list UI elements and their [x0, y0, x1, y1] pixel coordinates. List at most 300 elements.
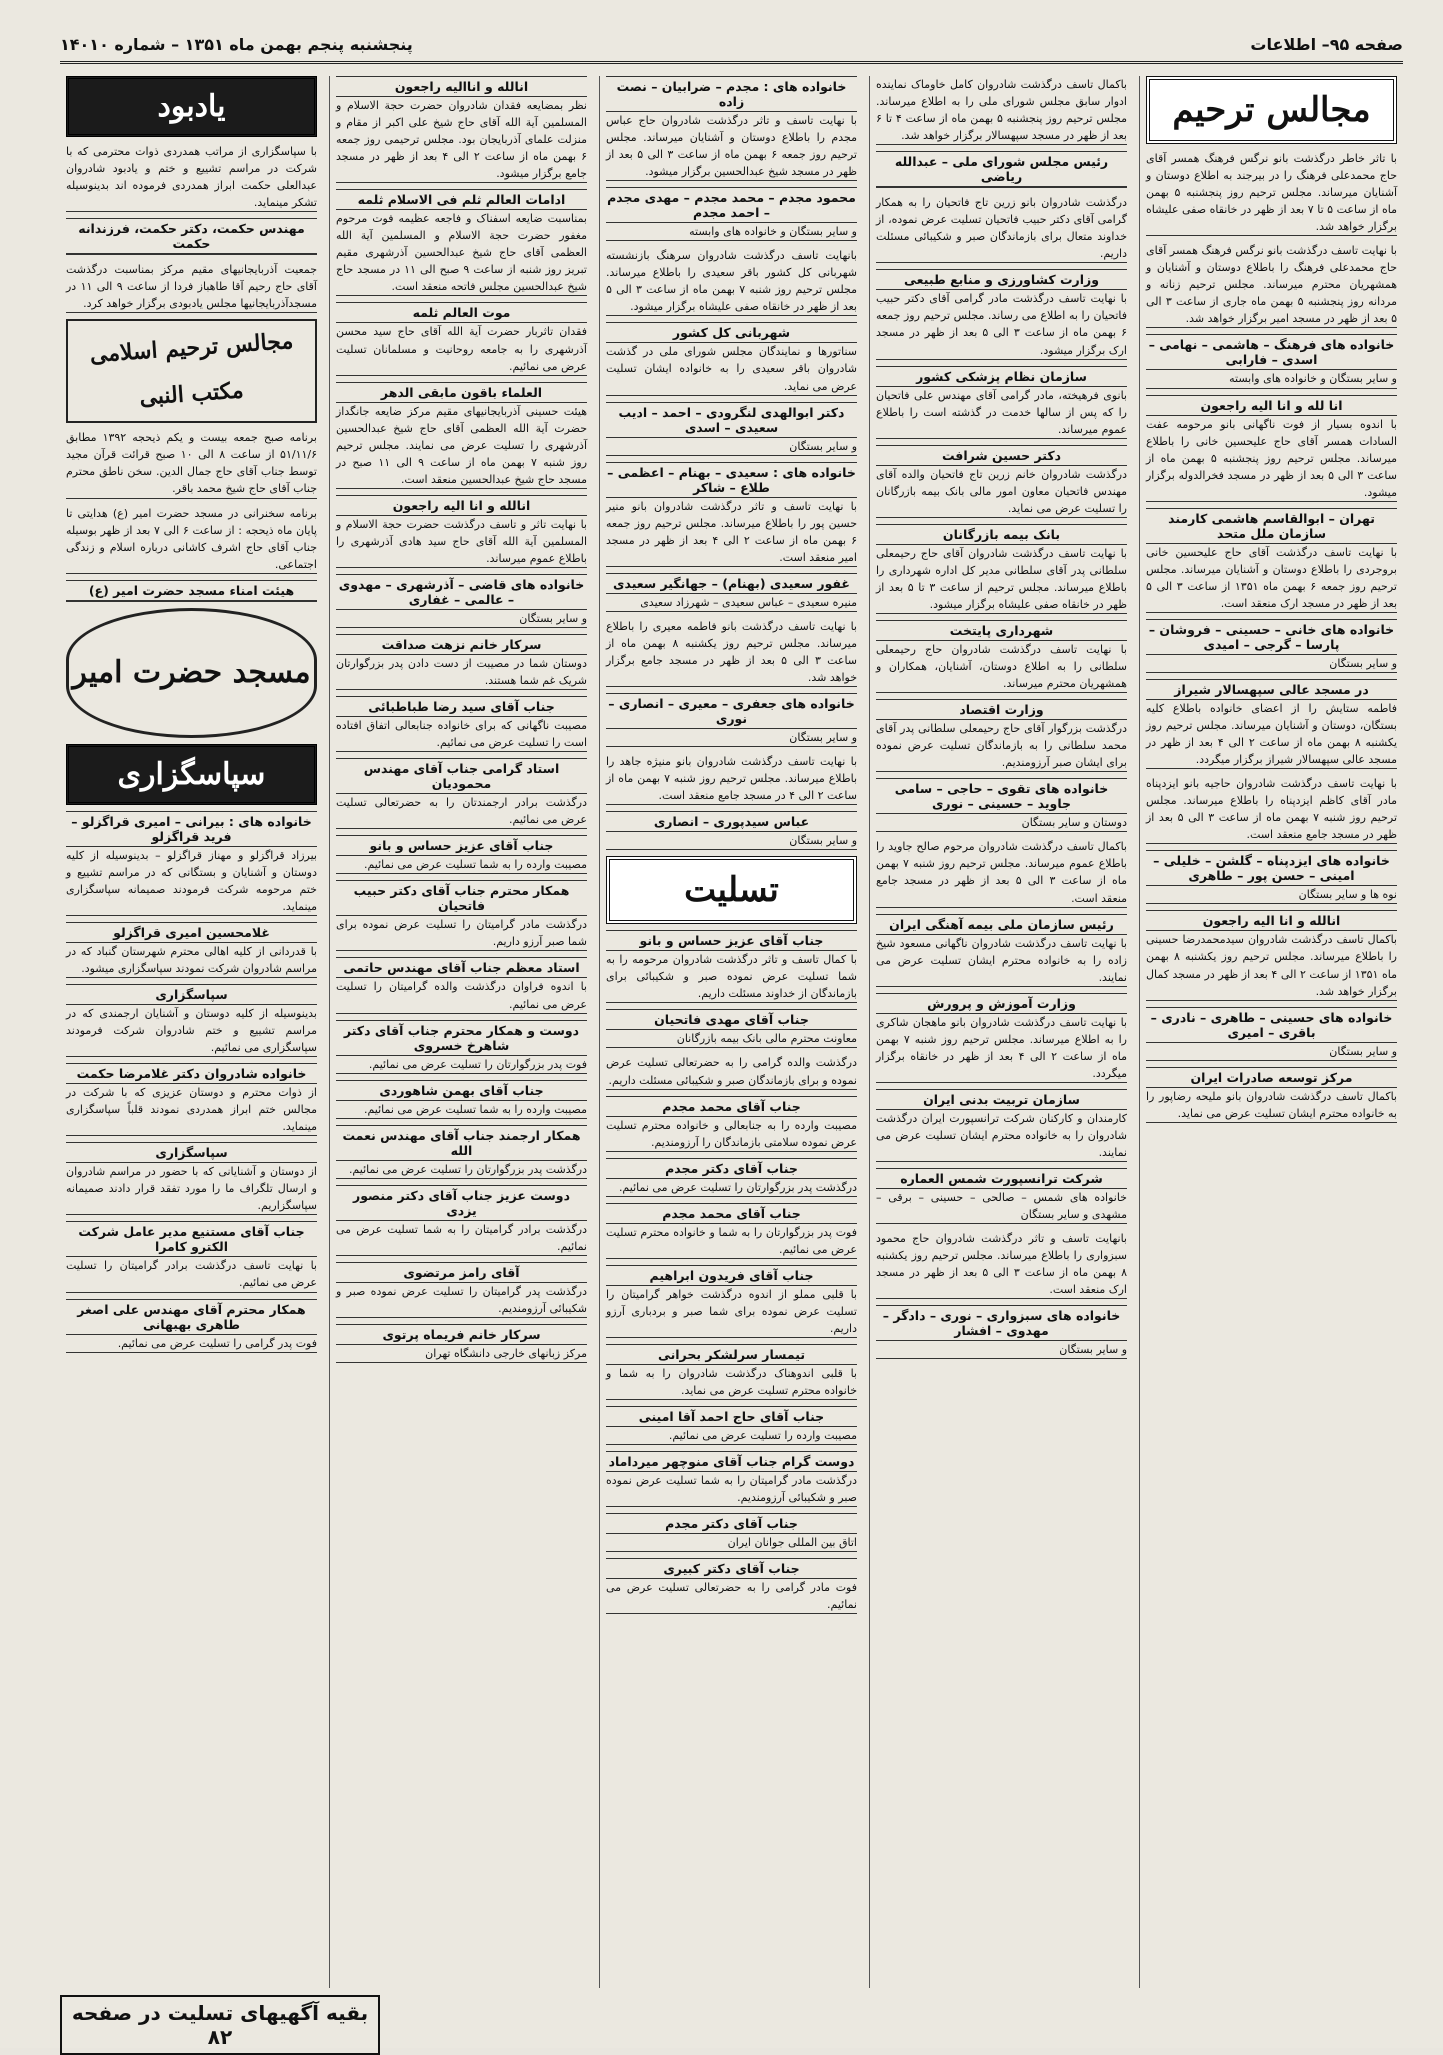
divider — [606, 849, 857, 850]
notice-text: با سپاسگزاری از مراتب همدردی ذوات محترمی که با شرکت در مراسم تشییع و ختم و یادبود شادروان عبدالعلی حکمت ابراز همدردی فرموده اند بدینوسیله تشکر مینماید. — [66, 145, 317, 210]
notice — [336, 302, 587, 375]
divider — [66, 1352, 317, 1353]
notice — [606, 247, 857, 316]
notice — [876, 1168, 1127, 1224]
notice-text: مصیبت وارده را تسلیت عرض می نمائیم. — [668, 1429, 857, 1443]
notice-text: باکمال تاسف درگذشت شادروان کامل خاوماک نماینده ادوار سابق مجلس شورای ملی را به اطلاع میرساند. مجلس ترحیم روز پنجشنبه ۵ بهمن ماه از ساعت ۴ تا ۶ بعد از ظهر در مسجد سپهسالار برگزار خواهد شد. — [876, 78, 1128, 143]
divider — [1146, 388, 1397, 389]
notice — [876, 914, 1127, 987]
notice-text: درگذشت والده گرامی را به حضرتعالی تسلیت عرض نموده و برای بازماندگان صبر و شکیبائی مسئلت داریم. — [606, 1056, 857, 1087]
divider — [606, 1337, 857, 1338]
notice-title: استاد گرامی جناب آقای مهندس محمودیان — [336, 758, 587, 794]
column-1-items — [1146, 150, 1397, 1123]
column-3b-items — [606, 930, 857, 1614]
divider — [606, 1399, 857, 1400]
notice — [336, 495, 587, 568]
banner-yadbood: یادبود — [66, 76, 317, 137]
divider — [336, 375, 587, 376]
divider — [876, 1082, 1127, 1083]
notice-title: انا لله و انا الیه راجعون — [1146, 395, 1397, 416]
notice — [606, 811, 857, 850]
notice — [876, 151, 1127, 188]
notice-text: بمناسبت ضایعه اسفناک و فاجعه عظیمه فوت مرحوم مغفور حضرت حجة الاسلام و المسلمین آیة الله العظمی آقای حاج شیخ عبدالحسین آذرشهری مقیم تبریز روز شنبه از ساعت ۹ صبح الی ۱۱ در مسجد حاج شیخ عبدالحسین مجلس فاتحه منعقد است. — [336, 212, 587, 294]
notice — [876, 524, 1127, 614]
notice — [606, 462, 857, 567]
notice — [876, 366, 1127, 439]
notice — [1146, 910, 1397, 1000]
notice — [336, 1262, 587, 1318]
notice — [876, 194, 1127, 263]
notice-title: تهران – ابوالقاسم هاشمی کارمند سازمان ملل متحد — [1146, 508, 1397, 544]
notice — [876, 620, 1127, 693]
notice-text: و سایر بستگان — [1329, 656, 1397, 670]
divider — [606, 1506, 857, 1507]
notice — [66, 1299, 317, 1353]
notice — [606, 1265, 857, 1338]
notice-text: با نهایت تاسف و تاثر درگذشت شادروان حاج عباس مجدم را باطلاع دوستان و آشنایان میرساند. مجلس ترحیم روز جمعه ۶ بهمن ماه از ساعت ۳ الی ۵ بعد از ظهر در مسجد شیخ عبدالحسین برگزار میشود. — [606, 114, 857, 179]
divider — [336, 1178, 587, 1179]
divider — [606, 315, 857, 316]
notice-text: فاطمه ستایش را از اعضای خانواده باطلاع کلیه بستگان، دوستان و آشنایان میرساند. مجلس ترحیم روز یکشنبه ۸ بهمن ماه از ساعت ۲ الی ۴ بعد از ظهر در مسجد عالی سپهسالار شیراز برگزار میگردد. — [1146, 701, 1398, 767]
notice-title: خانواده های قاضی – آذرشهری – مهدوی – عالمی – غفاری — [336, 574, 587, 610]
notice-title: هیئت امناء مسجد حضرت امیر (ع) — [66, 580, 317, 601]
column-5b-items — [66, 429, 317, 601]
notice-text: با نهایت تاسف درگذشت شادروان حاجیه بانو ایزدپناه مادر آقای کاظم ایزدپناه را باطلاع میرساند. مجلس ترحیم روز شنبه ۷ بهمن ماه از ساعت ۳ الی ۵ بعد از ظهر در مسجد جامع منعقد است. — [1146, 777, 1398, 842]
notice-text: باکمال تاسف درگذشت شادروان مرحوم صالح جاوید را باطلاع عموم میرساند. مجلس ترحیم روز شنبه ۷ بهمن ماه از ساعت ۳ الی ۵ بعد از ظهر در مسجد جامع منعقد است. — [876, 840, 1127, 905]
notice — [606, 1406, 857, 1445]
divider — [66, 1135, 317, 1136]
notice — [876, 445, 1127, 518]
notice-title: آقای رامز مرتضوی — [336, 1262, 587, 1283]
notice-text: درگذشت پدر بزرگوارتان را تسلیت عرض می نمائیم. — [348, 1162, 587, 1176]
notice-title: خانواده های فرهنگ – هاشمی – نهامی – اسدی – فارابی — [1146, 334, 1397, 370]
notice-text: درگذشت شادروان بانو زرین تاج فاتحیان را به همکار گرامی آقای دکتر حبیب فاتحیان تسلیت عرض نموده، از خداوند متعال برای بازماندگان صبر و شکیبائی مسئلت داریم. — [876, 196, 1127, 261]
notice-title: انالله و انا الیه راجعون — [1146, 910, 1397, 931]
notice — [66, 1221, 317, 1292]
notice-text: و سایر بستگان — [789, 731, 857, 745]
notice-title: جناب آقای سید رضا طباطبائی — [336, 696, 587, 717]
divider — [336, 1073, 587, 1074]
notice-title: دوست و همکار محترم جناب آقای دکتر شاهرخ خسروی — [336, 1020, 587, 1056]
notice-text: و سایر بستگان — [789, 834, 857, 848]
notice — [606, 693, 857, 747]
notice — [876, 269, 1127, 359]
notice-title: وزارت آموزش و پرورش — [876, 993, 1127, 1014]
notice-title: سرکار خانم نزهت صداقت — [336, 634, 587, 655]
notice-text: خانواده های شمس – صالحی – حسینی – برقی – مشهدی و سایر بستگان — [876, 1191, 1127, 1222]
tarhim-islami-calligraphy: مجالس ترحیم اسلامی — [88, 328, 295, 369]
notice-title: ادامات العالم ثلم فی الاسلام ثلمه — [336, 189, 587, 210]
notice-text: فوت پدر بزرگوارتان را تسلیت عرض می نمائیم. — [368, 1057, 587, 1071]
notice-title: خانواده های سبزواری – نوری – دادگر – مهدوی – افشار — [876, 1305, 1127, 1341]
notice-title: خانواده های حسینی – طاهری – نادری – باقری – امیری — [1146, 1007, 1397, 1043]
notice-text: با اندوه فراوان درگذشت والده گرامیتان را تسلیت عرض می نمائیم. — [336, 980, 587, 1011]
divider — [66, 312, 317, 313]
notice-text: با نهایت تاسف درگذشت بانو نرگس فرهنگ همسر آقای حاج محمدعلی فرهنگ را باطلاع دوستان و آشنایان و همشهریان محترم میرساند. مجلس ترحیم زنانه و مردانه روز پنجشنبه ۵ بهمن ماه جاری از ساعت ۳ الی ۵ بعد از ظهر در مسجد امیر برگزار خواهد شد. — [1146, 244, 1397, 326]
notice-title: وزارت کشاورزی و منابع طبیعی — [876, 269, 1127, 290]
notice-title: خانواده های جعفری – معیری – انصاری – نوری — [606, 693, 857, 729]
notice-title: جناب آقای عزیز حساس و بانو — [336, 835, 587, 856]
notice-title: جناب آقای عزیز حساس و بانو — [606, 930, 857, 951]
notice — [1146, 508, 1397, 613]
column-5 — [60, 76, 323, 1988]
notice — [66, 580, 317, 602]
divider — [606, 1551, 857, 1552]
notice-title: دوست گرام جناب آقای منوچهر میرداماد — [606, 1451, 857, 1472]
notice-text: از ذوات محترم و دوستان عزیزی که با شرکت در مجالس ختم ابراز همدردی نمودند قلباً سپاسگزاری مینماید. — [66, 1086, 317, 1134]
notice-text: درگذشت پدر گرامیتان را تسلیت عرض نموده صبر و شکیبائی آرزومندیم. — [336, 1284, 587, 1315]
notice-title: سپاسگزاری — [66, 984, 317, 1005]
notice — [336, 1125, 587, 1179]
notice-text: باکمال تاسف درگذشت شادروان سیدمحمدرضا حسینی را باطلاع میرساند. مجلس ترحیم روز یکشنبه ۸ بهمن ماه ۱۳۵۱ از ساعت ۲ الی ۴ بعد از ظهر در مسجد کمال برگزار خواهد شد. — [1146, 933, 1397, 998]
column-2-items — [876, 76, 1127, 1359]
divider — [606, 240, 857, 241]
notice — [876, 1230, 1127, 1299]
notice — [336, 1080, 587, 1119]
notice-title: انالله و انا الیه راجعون — [336, 495, 587, 516]
notice — [876, 778, 1127, 832]
notice-text: و سایر بستگان — [789, 439, 857, 453]
notice-text: فوت پدر بزرگوارتان را به شما و خانواده محترم تسلیت عرض می نمائیم. — [606, 1225, 857, 1256]
notice-text: برنامه سخنرانی در مسجد حضرت امیر (ع) هدایتی تا پایان ماه ذیحجه : از ساعت ۶ الی ۷ بعد از ظهر بوسیله جناب آقای حاج اشرف کاشانی درباره اسلام و زندگی اجتماعی. — [66, 506, 317, 571]
column-2 — [869, 76, 1133, 1988]
notice — [66, 1142, 317, 1215]
notice — [66, 505, 317, 574]
notice — [606, 1009, 857, 1048]
divider — [66, 498, 317, 499]
notice — [876, 76, 1127, 145]
divider — [1146, 768, 1397, 769]
divider — [1146, 612, 1397, 613]
divider — [1146, 327, 1397, 328]
notice-text: فوت پدر گرامی را تسلیت عرض می نمائیم. — [117, 1336, 317, 1350]
divider — [1146, 1000, 1397, 1001]
column-1 — [1139, 76, 1403, 1988]
column-3 — [599, 76, 863, 1988]
divider — [336, 627, 587, 628]
divider — [606, 1258, 857, 1259]
divider — [66, 1214, 317, 1215]
notice — [606, 753, 857, 805]
notice-text: درگذشت برادر گرامیتان را به شما تسلیت عرض می نمائیم. — [336, 1222, 587, 1253]
divider — [66, 915, 317, 916]
divider — [606, 746, 857, 747]
notice-text: مصیبت وارده را به جنابعالی و خانواده محترم تسلیت عرض نموده سلامتی بازماندگان را آرزومندیم. — [606, 1118, 857, 1149]
notice — [876, 993, 1127, 1083]
notice-title: خانواده های خانی – حسینی – فروشان – پارسا – گرجی – امیدی — [1146, 619, 1397, 655]
divider — [606, 566, 857, 567]
divider — [606, 686, 857, 687]
notice — [336, 835, 587, 874]
notice — [66, 218, 317, 255]
notice-title: جناب آقای مستنیع مدیر عامل شرکت الکترو کامرا — [66, 1221, 317, 1257]
notice-title: رئیس مجلس شورای ملی – عبدالله ریاضی — [876, 151, 1127, 187]
notice — [1146, 242, 1397, 328]
banner-taslit: تسلیت — [606, 856, 857, 924]
column-4 — [329, 76, 593, 1988]
divider — [876, 692, 1127, 693]
notice-text: مرکز زبانهای خارجی دانشگاه تهران — [425, 1346, 587, 1360]
divider — [876, 187, 1127, 188]
notice — [66, 261, 317, 313]
notice — [66, 984, 317, 1057]
divider — [876, 517, 1127, 518]
notice-text: مصیبت ناگهانی که برای خانواده جنابعالی اتفاق افتاده است را تسلیت عرض می نمائیم. — [336, 719, 587, 750]
column-5c-items — [66, 811, 317, 1353]
notice-text: بانوی فرهیخته، مادر گرامی آقای مهندس علی فاتحیان را که پس از سالها خدمت در گذشته است را باطلاع عموم میرساند. — [876, 388, 1127, 436]
notice-text: مصیبت وارده را به شما تسلیت عرض می نمائیم. — [363, 858, 587, 872]
divider — [336, 1013, 587, 1014]
divider — [336, 567, 587, 568]
notice-title: عباس سیدپوری – انصاری — [606, 811, 857, 832]
notice-title: مهندس حکمت، دکتر حکمت، فرزندانه حکمت — [66, 218, 317, 254]
notice — [336, 696, 587, 752]
notice — [1146, 1007, 1397, 1061]
banner-majales: مجالس ترحیم — [1146, 76, 1397, 144]
notice-text: درگذشت پدر بزرگوارتان را تسلیت عرض می نمائیم. — [618, 1180, 857, 1194]
divider — [336, 1118, 587, 1119]
notice-title: جناب آقای دکتر کبیری — [606, 1558, 857, 1579]
divider — [876, 1161, 1127, 1162]
divider — [606, 1047, 857, 1048]
page-header — [60, 28, 1403, 64]
divider — [66, 211, 317, 212]
notice-text: باکمال تاسف درگذشت شادروان بانو ملیحه رضاپور را به خانواده محترم ایشان تسلیت عرض می نماید. — [1146, 1089, 1397, 1120]
banner-sepas: سپاسگزاری — [66, 744, 317, 805]
notice-text: درگذشت برادر ارجمندتان را به حضرتعالی تسلیت عرض می نمائیم. — [336, 796, 587, 827]
notice-text: درگذشت مادر گرامیتان را تسلیت عرض نموده برای شما صبر آرزو داریم. — [336, 918, 587, 949]
notice-text: و سایر بستگان — [1329, 1044, 1397, 1058]
notice — [66, 922, 317, 978]
notice-title: شهربانی کل کشور — [606, 322, 857, 343]
notice-text: با کمال تاسف و تاثر درگذشت شادروان مرحومه را به شما تسلیت عرض نموده صبر و شکیبائی برای بازماندگان از خداوند مسئلت داریم. — [606, 953, 857, 1001]
divider — [876, 986, 1127, 987]
notice — [1146, 150, 1397, 236]
notice — [336, 1185, 587, 1256]
notice-title: سرکار خانم فریماه پرتوی — [336, 1324, 587, 1345]
notice-text: با نهایت تاسف درگذشت مادر گرامی آقای دکتر حبیب فاتحیان را به اطلاع می رساند. مجلس ترحیم روز جمعه ۶ بهمن ماه از ساعت ۳ الی ۵ بعد از ظهر در مسجد ارک برگزار میشود. — [876, 292, 1127, 357]
divider — [336, 295, 587, 296]
notice-text: برنامه صبح جمعه بیست و یکم ذیحجه ۱۳۹۲ مطابق ۵۱/۱۱/۶ از ساعت ۸ الی ۱۰ صبح قرائت قرآن مجید توسط جناب آقای حاج جمال الدین. سخن ناطق محترم جناب آقای حاج شیخ محمد باقر. — [66, 431, 317, 496]
notice — [606, 1096, 857, 1152]
notice-text: سناتورها و نمایندگان مجلس شورای ملی در گذشت شادروان باقر سعیدی را به خانواده ایشان تسلیت عرض می نماید. — [606, 345, 857, 393]
divider — [606, 395, 857, 396]
divider — [66, 601, 317, 602]
notice — [336, 189, 587, 296]
notice-text: بیرزاد قراگزلو و مهناز قراگزلو – بدینوسیله از کلیه دوستان و آشنایان و بستگانی که در مراسم تشییع و ختم مرحومه شرکت فرمودند صمیمانه سپاسگزاری مینماید. — [66, 848, 317, 913]
divider — [1146, 843, 1397, 844]
notice — [606, 1054, 857, 1089]
divider — [336, 488, 587, 489]
notice — [1146, 679, 1397, 769]
notice — [1146, 850, 1397, 904]
notice-title: جناب آقای دکتر مجدم — [606, 1513, 857, 1534]
notice-text: با اندوه بسیار از فوت ناگهانی بانو مرحومه عفت السادات همسر آقای حاج علیحسین خانی را باطلاع میرساند. مجلس ترحیم روز پنجشنبه ۵ بهمن ماه از ساعت ۳ الی ۵ بعد از ظهر در مسجد فخرالدوله برگزار میشود. — [1146, 417, 1397, 499]
notice — [336, 76, 587, 183]
notice-title: خانواده شادروان دکتر غلامرضا حکمت — [66, 1063, 317, 1084]
notice — [336, 1324, 587, 1363]
notice-text: با نهایت تاسف درگذشت شادروان آقای حاج رحیمعلی سلطانی پدر آقای سلطانی مدیر کل اداره شهرداری را باطلاع میرساند. مجلس ترحیم از ساعت ۳ تا ۵ بعد از ظهر در خانقاه صفی علیشاه برگزار میشود. — [876, 546, 1127, 611]
divider — [336, 1255, 587, 1256]
notice — [606, 187, 857, 241]
notice-text: فوت مادر گرامی را به حضرتعالی تسلیت عرض می نمائیم. — [606, 1581, 857, 1612]
divider — [1146, 1060, 1397, 1061]
notice-text: فقدان تاثربار حضرت آیة الله آقای حاج سید محسن آذرشهری را به جامعه روحانیت و مسلمانان تسلیت عرض می نمائیم. — [336, 325, 587, 373]
notice-title: جناب آقای دکتر مجدم — [606, 1158, 857, 1179]
column-4-items — [336, 76, 587, 1363]
notice-title: همکار ارجمند جناب آقای مهندس نعمت الله — [336, 1125, 587, 1161]
notice-title: سازمان تربیت بدنی ایران — [876, 1089, 1127, 1110]
divider — [336, 950, 587, 951]
notice — [876, 1089, 1127, 1162]
notice-title: رئیس سازمان ملی بیمه آهنگی ایران — [876, 914, 1127, 935]
notice-title: سپاسگزاری — [66, 1142, 317, 1163]
notice-title: موت العالم ثلمه — [336, 302, 587, 323]
notice-text: با نهایت تاسف درگذشت بانو فاطمه معیری را باطلاع میرساند. مجلس ترحیم روز یکشنبه ۸ بهمن ماه از ساعت ۳ الی ۵ بعد از ظهر در مسجد جامع برگزار خواهد شد. — [606, 619, 858, 684]
notice-title: مرکز توسعه صادرات ایران — [1146, 1067, 1397, 1088]
notice — [336, 957, 587, 1013]
divider — [336, 689, 587, 690]
notice-text: منیره سعیدی – عباس سعیدی – شهرزاد سعیدی — [640, 595, 857, 609]
notice-text: معاونت محترم مالی بانک بیمه بازرگانان — [676, 1032, 857, 1046]
notice — [606, 322, 857, 395]
divider — [606, 1151, 857, 1152]
notice-text: نظر بمضایعه فقدان شادروان حضرت حجة الاسلام و المسلمین آیة الله آقای حاج شیخ علی اکبر از مقام و منزلت علمای آذربایجان بود. مجلس ترحیمی روز جمعه ۶ بهمن ماه از ساعت ۲ الی ۴ بعد از ظهر در مسجد جامع برگزار میشود. — [336, 99, 587, 181]
notice-text: و سایر بستگان و خانواده های وابسته — [689, 225, 857, 239]
notice-text: با نهایت تاسف درگذشت برادر گرامیتان را تسلیت عرض می نمائیم. — [66, 1259, 317, 1290]
notice — [606, 573, 857, 612]
notice — [336, 382, 587, 489]
notice-title: غفور سعیدی (بهنام) – جهانگیر سعیدی — [606, 573, 857, 594]
column-5a-items — [66, 143, 317, 313]
notice-title: جناب آقای حاج احمد آقا امینی — [606, 1406, 857, 1427]
notice-title: جناب آقای مهدی فاتحیان — [606, 1009, 857, 1030]
notice-title: خانواده های : سعیدی – بهنام – اعظمی – طلاع – شاکر — [606, 462, 857, 498]
notice-title: جناب آقای بهمن شاهوردی — [336, 1080, 587, 1101]
notice-text: با نهایت تاثر و تاسف درگذشت حضرت حجة الاسلام و المسلمین آیة الله آقای حاج سید هادی آذرشهری را باطلاع عموم میرساند. — [336, 517, 587, 565]
divider — [66, 254, 317, 255]
notice-text: درگذشت بزرگوار آقای حاج رحیمعلی سلطانی پدر آقای محمد سلطانی را به بازماندگان تسلیت عرض نموده برای ایشان صبر آرزومندیم. — [876, 722, 1127, 770]
divider — [876, 771, 1127, 772]
divider — [606, 455, 857, 456]
notice-text: با نهایت تاسف و تاثر درگذشت شادروان بانو منیر حسین پور را باطلاع میرساند. مجلس ترحیم روز جمعه ۶ بهمن ماه از ساعت ۲ الی ۴ بعد از ظهر در مسجد امیر منعقد است. — [606, 499, 857, 564]
notice — [606, 618, 857, 687]
divider — [336, 873, 587, 874]
divider — [336, 828, 587, 829]
notice — [606, 402, 857, 456]
notice-text: با تاثر خاطر درگذشت بانو نرگس فرهنگ همسر آقای حاج محمدعلی فرهنگ را در بیرجند به اطلاع دوستان و آشنایان میرساند. مجلس ترحیم روز پنجشنبه ۵ بهمن ماه از ساعت ۵ تا ۷ بعد از ظهر در خانقاه صفی علیشاه برگزار خواهد شد. — [1146, 152, 1397, 234]
notice — [606, 930, 857, 1003]
notice-text: با نهایت تاسف درگذشت شادروان بانو منیژه جاهد را باطلاع میرساند. مجلس ترحیم روز شنبه ۷ بهمن ماه از ساعت ۲ الی ۴ در مسجد جامع منعقد است. — [606, 755, 858, 803]
notice — [66, 143, 317, 212]
column-3-items — [606, 76, 857, 850]
divider — [1146, 235, 1397, 236]
divider — [1146, 501, 1397, 502]
notice — [336, 574, 587, 628]
islamic-box — [66, 319, 317, 423]
divider — [336, 1362, 587, 1363]
footer-note: بقیه آگهیهای تسلیت در صفحه ۸۲ — [60, 1995, 380, 2055]
divider — [336, 751, 587, 752]
notice-title: محمود مجدم – محمد مجدم – مهدی مجدم – احمد مجدم — [606, 187, 857, 223]
notice-text: درگذشت شادروان خانم زرین تاج فاتحیان والده آقای مهندس فاتحیان معاون امور مالی بانک بیمه بازرگانان را تسلیت عرض می نماید. — [876, 467, 1127, 515]
notice-title: بانک بیمه بازرگانان — [876, 524, 1127, 545]
divider — [876, 262, 1127, 263]
notice-text: جمعیت آذربایجانیهای مقیم مرکز بمناسبت درگذشت آقای حاج رحیم آقا طاهباز فردا از ساعت ۹ الی ۱۱ در مسجدآذربایجانیها مجلس یادبودی برگزار خواهد کرد. — [66, 263, 317, 311]
notice-text: نوه ها و سایر بستگان — [1298, 888, 1397, 902]
notice — [606, 1344, 857, 1400]
divider — [66, 1056, 317, 1057]
notice — [606, 1451, 857, 1507]
divider — [66, 1292, 317, 1293]
notice — [606, 1203, 857, 1259]
notice — [606, 76, 857, 181]
notice — [1146, 395, 1397, 502]
divider — [876, 144, 1127, 145]
divider — [876, 831, 1127, 832]
notice-title: دکتر حسین شرافت — [876, 445, 1127, 466]
divider — [606, 1002, 857, 1003]
notice-title: استاد معظم جناب آقای مهندس حاتمی — [336, 957, 587, 978]
amir-seal: مسجد حضرت امیر — [66, 608, 317, 738]
notice-title: جناب آقای محمد مجدم — [606, 1203, 857, 1224]
notice-title: شرکت ترانسپورت شمس العماره — [876, 1168, 1127, 1189]
notice-title: العلماء باقون مابقی الدهر — [336, 382, 587, 403]
notice-title: انالله و اناالیه راجعون — [336, 76, 587, 97]
notice-text: دوستان و سایر بستگان — [1021, 816, 1127, 830]
columns — [60, 76, 1403, 1988]
notice-title: تیمسار سرلشکر بحرانی — [606, 1344, 857, 1365]
notice — [606, 1558, 857, 1614]
notice-text: با نهایت تاسف درگذشت شادروان ناگهانی مسعود شیخ زاده را به خانواده محترم ایشان تسلیت عرض می نمایند. — [876, 936, 1127, 984]
notice-title: جناب آقای محمد مجدم — [606, 1096, 857, 1117]
divider — [876, 438, 1127, 439]
divider — [876, 1298, 1127, 1299]
divider — [66, 573, 317, 574]
notice-title: خانواده های : مجدم – ضرابیان – نصت زاده — [606, 76, 857, 112]
notice-text: بانهایت تاسف و تاثر درگذشت شادروان حاج محمود سبزواری را باطلاع میرساند. مجلس ترحیم روز یکشنبه ۸ بهمن ماه از ساعت ۳ الی ۵ بعد از ظهر در مسجد ارک منعقد است. — [876, 1232, 1127, 1297]
notice — [336, 880, 587, 951]
notice-text: مصیبت وارده را به شما تسلیت عرض می نمائیم. — [363, 1102, 587, 1116]
notice-title: شهرداری پایتخت — [876, 620, 1127, 641]
notice-text: و سایر بستگان — [1059, 1343, 1127, 1357]
notice — [606, 1513, 857, 1552]
divider — [606, 1089, 857, 1090]
notice — [1146, 334, 1397, 388]
notice-text: با قلبی مملو از اندوه درگذشت خواهر گرامیتان را تسلیت عرض نموده برای شما صبر و بردباری آرزو داریم. — [606, 1287, 857, 1335]
notice — [876, 1305, 1127, 1359]
divider — [336, 182, 587, 183]
notice-title: خانواده های : بیرانی – امیری قراگزلو – فرید قراگزلو — [66, 811, 317, 847]
maktab-calligraphy: مکتب النبی — [138, 377, 245, 411]
divider — [606, 1613, 857, 1614]
notice-text: هیئت حسینی آذربایجانیهای مقیم مرکز ضایعه جانگداز حضرت آیة الله العظمی آقای حاج شیخ عبدالحسین آذرشهری را تسلیت عرض می نمایند. مجلس ترحیم روز شنبه ۷ بهمن ماه از ساعت ۹ الی ۱۱ صبح در مسجد حاج شیخ عبدالحسین منعقد است. — [336, 404, 588, 486]
divider — [876, 1358, 1127, 1359]
divider — [1146, 903, 1397, 904]
notice — [606, 1158, 857, 1197]
notice — [66, 429, 317, 498]
notice — [1146, 619, 1397, 673]
notice-text: اتاق بین المللی جوانان ایران — [727, 1536, 857, 1550]
notice-text: از دوستان و آشنایانی که با حضور در مراسم شادروان و ارسال تلگراف ما را مورد تفقد قرار دادند صمیمانه سپاسگزاریم. — [66, 1165, 317, 1213]
divider — [606, 1444, 857, 1445]
notice-title: وزارت اقتصاد — [876, 699, 1127, 720]
notice — [876, 699, 1127, 772]
issue-date: پنجشنبه پنجم بهمن ماه ۱۳۵۱ – شماره ۱۴۰۱۰ — [60, 35, 413, 54]
notice-text: و سایر بستگان و خانواده های وابسته — [1229, 372, 1397, 386]
notice — [876, 838, 1127, 907]
notice-title: همکار محترم آقای مهندس علی اصغر طاهری بهبهانی — [66, 1299, 317, 1335]
